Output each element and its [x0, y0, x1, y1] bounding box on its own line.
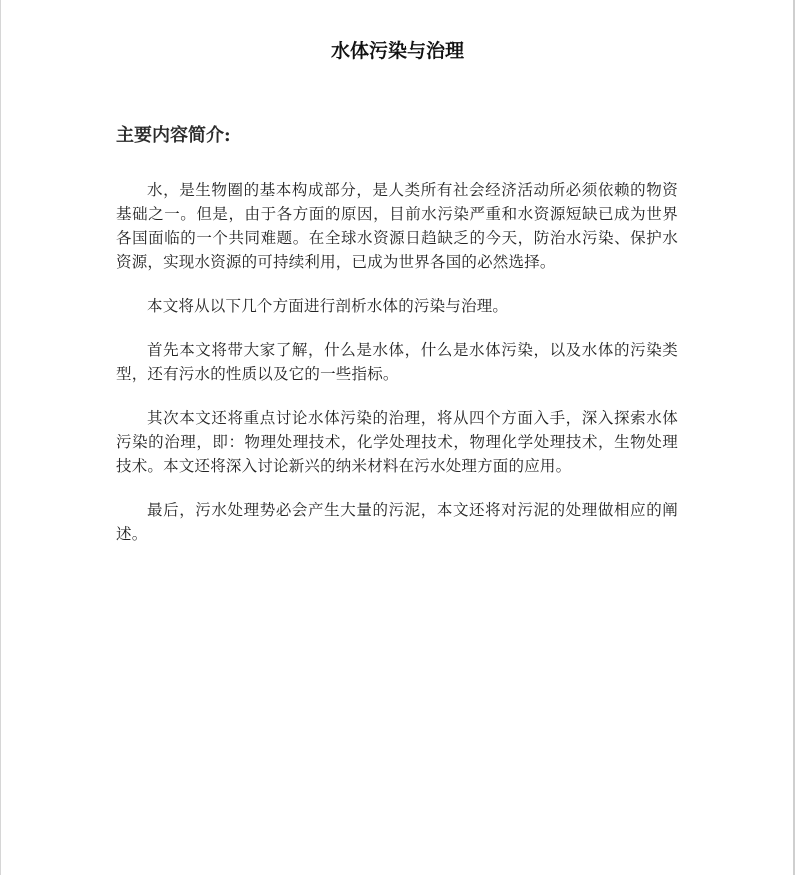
paragraph-overview: 本文将从以下几个方面进行剖析水体的污染与治理。 [147, 297, 509, 315]
paragraph-intro: 水，是生物圈的基本构成部分，是人类所有社会经济活动所必须依赖的物资基础之一。但是，由于各方面的原因，目前水污染严重和水资源短缺已成为世界各国面临的一个共同难题。在全球水资源日趋缺乏的今天，防治水污染、保护水资源，实现水资源的可持续利用，已成为世界各国的必然选择。 [116, 181, 678, 271]
section-heading: 主要内容简介: [116, 125, 231, 146]
document-title: 水体污染与治理 [330, 40, 464, 62]
paragraph-second: 其次本文还将重点讨论水体污染的治理，将从四个方面入手，深入探索水体污染的治理，即：物理处理技术，化学处理技术，物理化学处理技术，生物处理技术。本文还将深入讨论新兴的纳米材料在污水处理方面的应用。 [116, 409, 678, 475]
paragraph-first: 首先本文将带大家了解，什么是水体，什么是水体污染，以及水体的污染类型，还有污水的性质以及它的一些指标。 [116, 341, 678, 383]
paragraph-last: 最后，污水处理势必会产生大量的污泥，本文还将对污泥的处理做相应的阐述。 [116, 501, 678, 543]
document-body [116, 178, 678, 566]
page-left-border [0, 0, 1, 875]
